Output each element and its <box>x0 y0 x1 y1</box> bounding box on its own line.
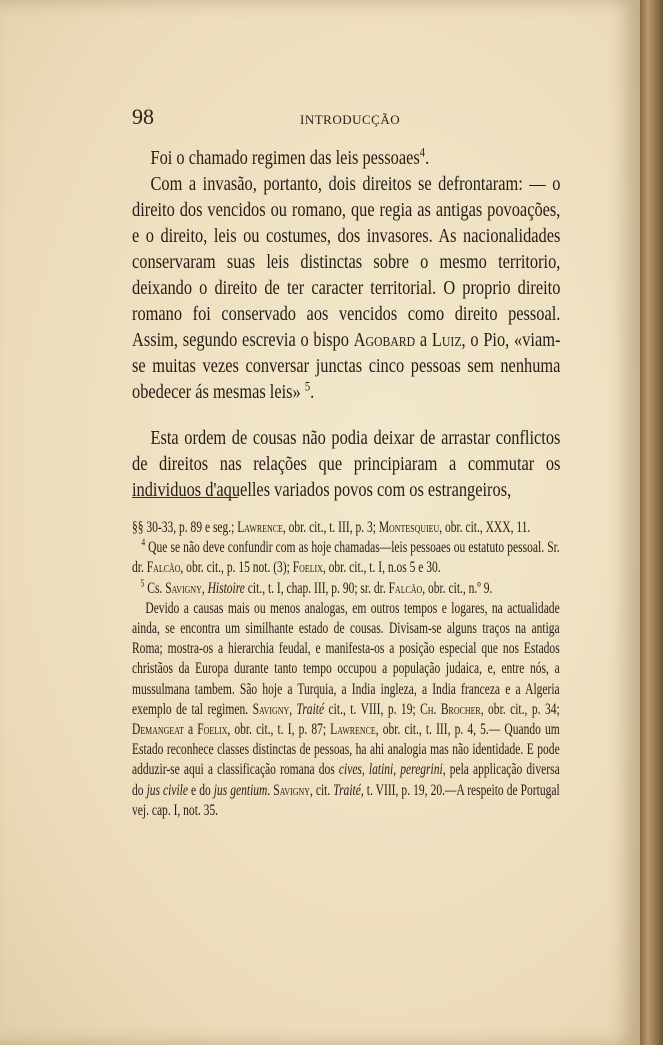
paragraph-3 <box>132 426 560 504</box>
footnote-5-note <box>132 599 560 821</box>
text-span: e do <box>188 781 214 799</box>
text-span: Agobard <box>353 330 416 351</box>
text-span: Cs. <box>144 579 166 597</box>
text-span: , pela applicação diversa do <box>132 761 560 799</box>
text-span: Lawrence <box>237 519 283 536</box>
footnote-ref-4: 4 <box>419 145 426 160</box>
text-span: . <box>267 781 274 799</box>
text-span: a <box>183 721 198 739</box>
text-span: Que se não deve confundir com as hoje chamadas—leis pessoaes ou estatuto pessoal. Sr. dr. <box>132 539 560 577</box>
text-span: , <box>289 700 297 718</box>
text-span: cit., t. I, chap. III, p. 90; sr. dr. <box>244 579 389 597</box>
text-span: Savigny <box>252 700 290 718</box>
footnote-5 <box>132 579 560 599</box>
text-span: , t. VIII, p. 19, 20.—A respeito de Portugal vej. cap. I, not. 35. <box>132 781 560 819</box>
text-span: Foi o chamado regimen das leis pessoaes <box>150 148 420 169</box>
footnote-ref-5: 5 <box>304 379 311 394</box>
text-span: Histoire <box>207 579 245 597</box>
text-span: , obr. cit., p. 15 not. (3); <box>180 559 293 577</box>
text-span: , obr. cit., t. III, p. 4, 5.— Quando um Estado reconhece classes distinctas de pessoas, ha ahi analogia mas não identidade. E pode adduzir-se aqui a classificação romana dos <box>132 721 560 779</box>
footnote-4 <box>132 538 560 578</box>
text-span: cit., t. VIII, p. 19; <box>324 700 421 718</box>
text-span: Luiz <box>431 330 462 351</box>
text-span: Esta ordem de cousas não podia deixar de arrastar conflictos de direitos nas relações que principiaram a commutar os individuos d'aquelles variados povos com os estrangeiros, <box>132 428 561 501</box>
text-span: , obr. cit., p. 34; <box>480 700 560 718</box>
text-span: jus gentium <box>213 781 268 799</box>
text-span: Traité <box>333 781 361 799</box>
text-span: , obr. cit., t. III, p. 3; <box>282 519 379 536</box>
text-span: , cit. <box>309 781 334 799</box>
running-head: INTRODUCÇÃO <box>300 112 401 127</box>
page-edge <box>640 0 663 1045</box>
text-span: Com a invasão, portanto, dois direitos se defrontaram: — o direito dos vencidos ou romano, que regia as antigas povoações, e o direito, leis ou costumes, dos invasores. As nacionalidades conservaram suas leis distinctas sobre o mesmo territorio, deixando o direito de ter caracter territorial. O proprio direito romano foi conservado aos vencidos como direito pessoal. Assim, segundo escrevia o bispo <box>132 174 561 351</box>
text-span: Savigny <box>165 579 202 597</box>
text-span: Falcão <box>146 559 181 577</box>
text-span: , obr. cit., t. I, n.os 5 e 30. <box>322 559 441 577</box>
text-span: Ch. Brocher <box>420 700 481 718</box>
text-span: §§ 30-33, p. 89 e seg.; <box>132 519 238 536</box>
main-text <box>132 146 560 504</box>
text-span: 5 <box>140 578 145 590</box>
paragraph-2: Com a invasão, portanto, dois direitos se defrontaram: — o direito dos vencidos ou romano, que regia as antigas povoações, e o direito, leis ou costumes, dos invasores. As nacionalidades conservaram suas leis distinctas sobre o mesmo territorio, deixando o direito de ter caracter territorial. O proprio direito romano foi conservado aos vencidos como direito pessoal. Assim, segundo escrevia o bispo Agobard a Luiz, o Pio, «viam-se muitas vezes conversar junctas cinco pessoas sem nenhuma obedecer ás mesmas leis» $^5$. <box>132 174 561 403</box>
text-span: , obr. cit., n.º 9. <box>422 579 493 597</box>
text-span: Montesquieu <box>378 519 440 536</box>
footnote-rule <box>132 497 238 498</box>
text-span: Falcão <box>388 579 423 597</box>
text-span: Demangeat <box>132 721 184 739</box>
footnote-continued <box>132 518 560 538</box>
text-span: Devido a causas mais ou menos analogas, em outros tempos e logares, na actualidade ainda, se encontra um similhante estado de cousas. Divisam-se alguns traços na antiga Roma; mostra-os a hierarchia feudal, e manifesta-os a posição especial que nos Estados christãos da Europa durante tanto tempo occupou a população judaica, e, entre nós, a mussulmana tambem. São hoje a Turquia, a India ingleza, a India franceza e a Algeria exemplo de tal regimen. <box>132 599 560 718</box>
footnotes <box>132 518 560 821</box>
paragraph-1: Foi o chamado regimen das leis pessoaes$^4$. <box>150 145 430 169</box>
text-span: , obr. cit., t. I, p. 87; <box>227 721 331 739</box>
text-span: Foelix <box>292 559 323 577</box>
page-number: 98 <box>132 104 154 129</box>
text-span: , obr. cit., XXX, 11. <box>439 519 531 536</box>
text-span: Savigny <box>273 781 310 799</box>
text-span: , <box>201 579 208 597</box>
text-span: cives, latini, peregrini <box>338 761 443 779</box>
text-span: , o Pio, «viam-se muitas vezes conversar junctas cinco pessoas sem nenhuma obedecer ás mesmas leis» <box>132 330 561 403</box>
text-span: 4 <box>141 537 146 549</box>
text-span: Traité <box>296 700 325 718</box>
text-span: Lawrence <box>330 721 376 739</box>
text-span: a <box>415 330 432 351</box>
text-span: Foelix <box>197 721 228 739</box>
text-span: jus civile <box>146 781 189 799</box>
